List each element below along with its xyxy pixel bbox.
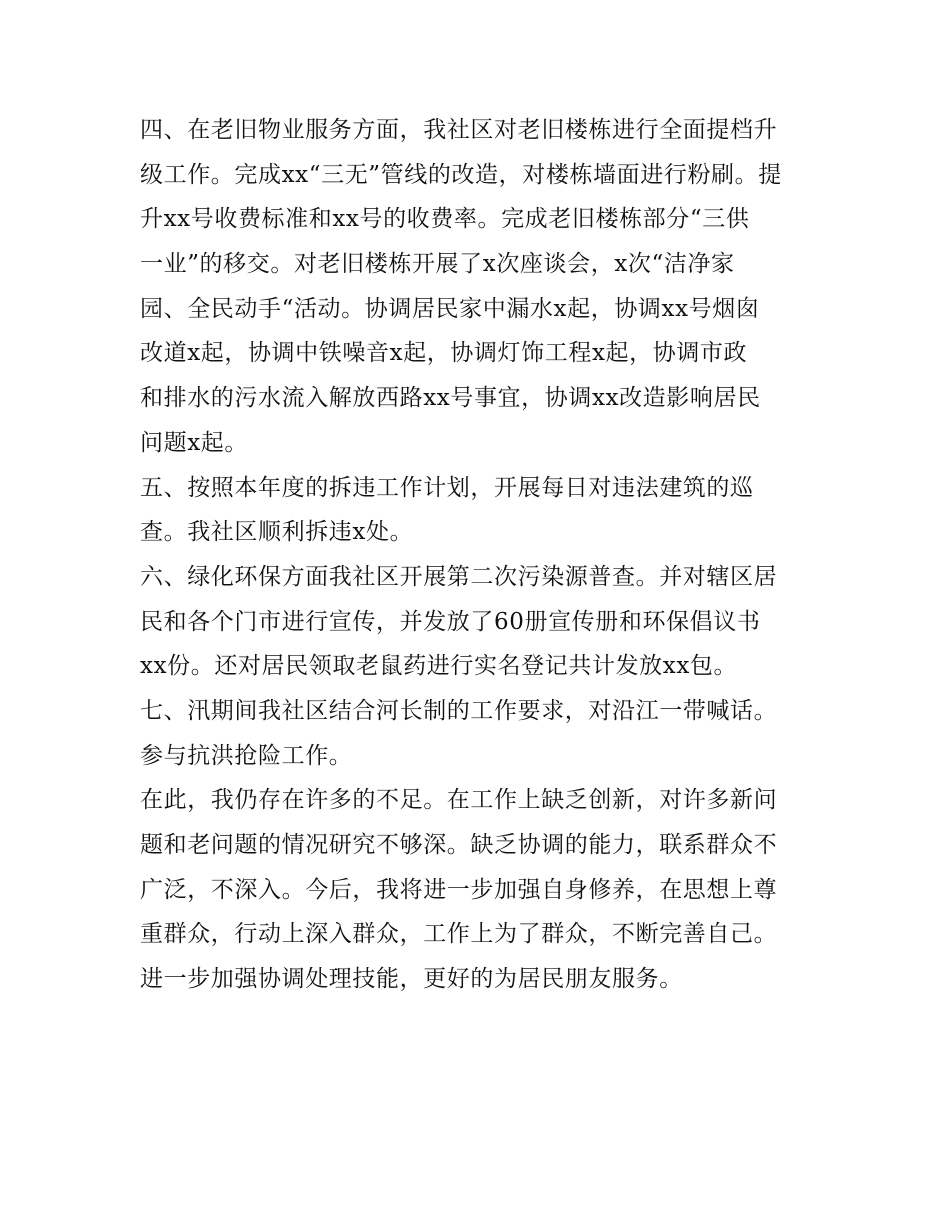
text-line: 问题x起。	[140, 429, 248, 456]
text-line: 升xx号收费标准和xx号的收费率。完成老旧楼栋部分“三供	[140, 206, 750, 233]
text-line: 进一步加强协调处理技能，更好的为居民朋友服务。	[140, 966, 683, 993]
text-line: 园、全民动手“活动。协调居民家中漏水x起，协调xx号烟囱	[140, 295, 760, 322]
text-line: 在此，我仍存在许多的不足。在工作上缺乏创新，对许多新问	[140, 787, 778, 814]
text-line: 一业”的移交。对老旧楼栋开展了x次座谈会，x次“洁净家	[140, 251, 735, 278]
text-line: xx份。还对居民领取老鼠药进行实名登记共计发放xx包。	[140, 653, 738, 680]
text-line: 级工作。完成xx“三无”管线的改造，对楼栋墙面进行粉刷。提	[140, 161, 782, 188]
text-line: 五、按照本年度的拆违工作计划，开展每日对违法建筑的巡	[140, 474, 754, 501]
text-line: 四、在老旧物业服务方面，我社区对老旧楼栋进行全面提档升	[140, 117, 778, 143]
text-line: 六、绿化环保方面我社区开展第二次污染源普查。并对辖区居	[140, 563, 778, 590]
text-line: 题和老问题的情况研究不够深。缺乏协调的能力，联系群众不	[140, 832, 778, 858]
text-line: 改道x起，协调中铁噪音x起，协调灯饰工程x起，协调市政	[140, 340, 748, 367]
text-line: 重群众，行动上深入群众，工作上为了群众，不断完善自己。	[140, 921, 778, 948]
text-line: 民和各个门市进行宣传，并发放了60册宣传册和环保倡议书	[140, 608, 761, 635]
text-line: 参与抗洪抢险工作。	[140, 742, 353, 769]
text-line: 广泛，不深入。今后，我将进一步加强自身修养，在思想上尊	[140, 876, 778, 903]
text-line: 查。我社区顺利拆违x处。	[140, 519, 414, 546]
text-line: 七、汛期间我社区结合河长制的工作要求，对沿江一带喊话。	[140, 697, 778, 724]
text-line: 和排水的污水流入解放西路xx号事宜，协调xx改造影响居民	[140, 385, 761, 412]
document-body	[140, 108, 820, 1002]
